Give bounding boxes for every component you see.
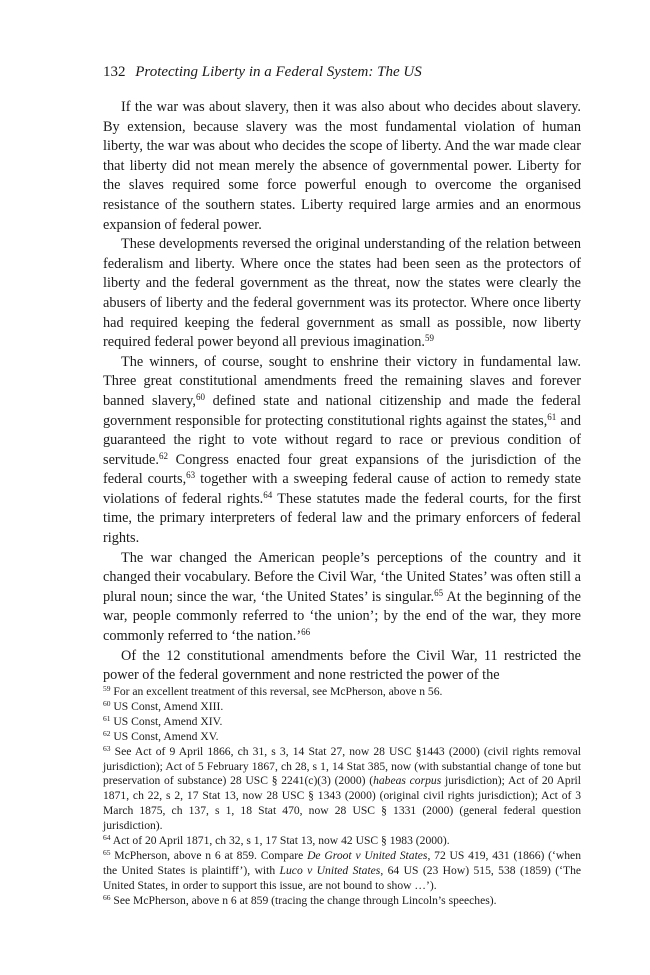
text-run: These statutes made the federal courts, for the first time, the primary interpreters of federal law and the primary enforcers of federal rights. — [103, 490, 581, 547]
body-paragraph — [103, 98, 581, 235]
footnote-marker: 66 — [103, 892, 111, 902]
footnote-marker: 62 — [103, 728, 111, 738]
footnote-marker: 61 — [103, 713, 111, 723]
text-run: , 72 US 419, 431 (1866) (‘when the United States is plaintiff’), with — [103, 848, 581, 877]
footnote-marker: 59 — [424, 333, 434, 344]
text-run: jurisdiction); Act of 20 April 1871, ch 22, s 2, 17 Stat 13, now 28 USC § 1343 (2000) (original civil rights jurisdiction); Act of 3 March 1875, ch 137, s 1, 18 Stat 470, now 28 USC § 1331 (2000) (general federal question jurisdiction). — [103, 774, 581, 833]
footnote-marker: 63 — [186, 470, 196, 481]
footnote-marker: 64 — [263, 489, 273, 500]
text-run: These developments reversed the original understanding of the relation between federalism and liberty. Where once the states had been seen as the protectors of liberty and the federal government as the threat, now the states were clearly the abusers of liberty and the federal government was its protector. Where once liberty had required keeping the federal government as small as possible, now liberty required federal power beyond all previous imagination. — [103, 236, 581, 351]
text-run: US Const, Amend XIV. — [110, 714, 223, 728]
text-run: US Const, Amend XIII. — [110, 699, 224, 713]
body-text — [103, 98, 581, 686]
footnote — [103, 700, 581, 715]
italic-text: Luco v United States — [279, 863, 381, 877]
text-run: Congress enacted four great expansions of the jurisdiction of the federal courts, — [103, 451, 581, 488]
text-run: For an excellent treatment of this reversal, see McPherson, above n 56. — [110, 685, 443, 698]
text-run: Of the 12 constitutional amendments before the Civil War, 11 restricted the power of the federal government and none restricted the power of the — [103, 647, 581, 684]
text-run: and guaranteed the right to vote without regard to race or previous condition of servitude. — [103, 412, 582, 468]
text-run: defined state and national citizenship and made the federal government responsible for protecting constitutional rights against the states, — [103, 392, 581, 429]
footnote-marker: 66 — [301, 627, 311, 638]
footnote — [103, 849, 581, 894]
text-run: together with a sweeping federal cause of action to remedy state violations of federal rights. — [103, 471, 581, 507]
text-run: McPherson, above n 6 at 859. Compare — [110, 848, 308, 862]
footnote — [103, 685, 581, 700]
footnotes — [103, 685, 581, 909]
body-paragraph — [103, 549, 581, 647]
body-paragraph — [103, 647, 581, 686]
text-run: See Act of 9 April 1866, ch 31, s 3, 14 Stat 27, now 28 USC §1443 (2000) (civil rights removal jurisdiction); Act of 5 February 1867, ch 28, s 1, 14 Stat 385, now (with substantial change of tone but preservation of substance) 28 USC § 2241(c)(3) (2000) ( — [103, 744, 581, 788]
footnote — [103, 834, 581, 849]
text-run: At the beginning of the war, people commonly referred to ‘the union’; by the end of the war, they more commonly referred to ‘the nation.’ — [103, 588, 581, 645]
footnote-marker: 59 — [103, 684, 111, 693]
page-number: 132 — [103, 64, 126, 80]
text-run: US Const, Amend XV. — [110, 729, 219, 743]
footnote — [103, 730, 581, 745]
footnote-marker: 61 — [547, 411, 557, 422]
text-run: , 64 US (23 How) 515, 538 (1859) (‘The United States, in order to support this issue, are not bound to show …’). — [103, 863, 582, 892]
footnote-marker: 63 — [103, 743, 111, 753]
body-paragraph — [103, 353, 581, 549]
footnote — [103, 894, 581, 909]
footnote-marker: 64 — [103, 833, 111, 843]
text-run: The war changed the American people’s perceptions of the country and it changed their vocabulary. Before the Civil War, ‘the United States’ was often still a plural noun; since the war, ‘the United States’ is singular. — [103, 549, 581, 605]
running-head — [103, 62, 581, 82]
page — [103, 62, 581, 686]
text-run: The winners, of course, sought to enshrine their victory in fundamental law. Three great constitutional amendments freed the remaining slaves and forever banned slavery, — [103, 353, 581, 409]
running-title: Protecting Liberty in a Federal System: The US — [135, 64, 422, 80]
text-run: Act of 20 April 1871, ch 32, s 1, 17 Stat 13, now 42 USC § 1983 (2000). — [110, 834, 450, 848]
italic-text: habeas corpus — [373, 774, 442, 788]
footnote-marker: 60 — [103, 698, 111, 708]
footnote-marker: 62 — [158, 450, 168, 461]
footnote-marker: 65 — [434, 587, 444, 598]
footnote-marker: 60 — [195, 391, 205, 402]
italic-text: De Groot v United States — [307, 848, 428, 862]
text-run: See McPherson, above n 6 at 859 (tracing the change through Lincoln’s speeches). — [110, 893, 497, 907]
footnote-marker: 65 — [103, 847, 111, 857]
text-run: If the war was about slavery, then it was also about who decides about slavery. By extension, because slavery was the most fundamental violation of human liberty, the war was about who decides the scope of liberty. And the war made clear that liberty did not mean merely the absence of governmental power. Liberty for the slaves required some force powerful enough to overcome the organised resistance of the southern states. Liberty required large armies and an enormous expansion of federal power. — [103, 99, 581, 233]
footnote — [103, 745, 581, 834]
footnote — [103, 715, 581, 730]
body-paragraph — [103, 235, 581, 353]
